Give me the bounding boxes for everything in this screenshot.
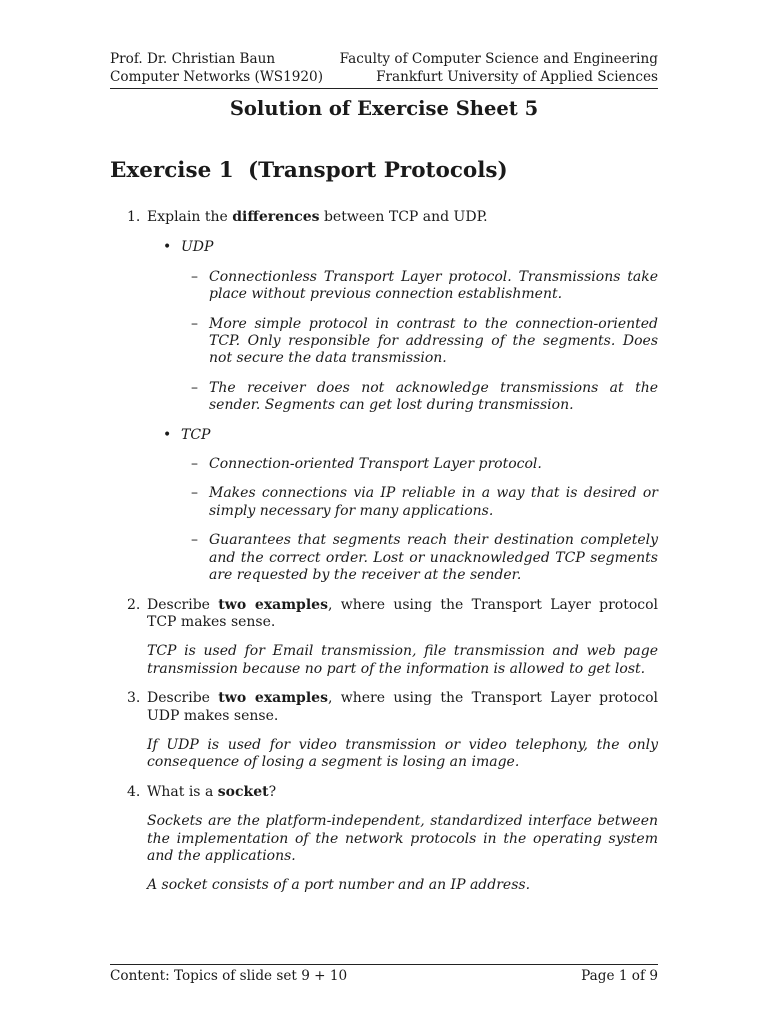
- question-3: [110, 690, 658, 772]
- bullet-icon: •: [163, 426, 172, 443]
- footer-rule: [110, 964, 658, 965]
- list-item: [181, 380, 658, 415]
- point-text: Connection-oriented Transport Layer protocol.: [209, 456, 542, 473]
- question-number: 3.: [127, 690, 141, 707]
- question-text-post: ?: [268, 783, 277, 800]
- question-keyword: two examples: [218, 690, 328, 707]
- protocol-tcp: [147, 427, 658, 585]
- question-text: [147, 209, 658, 226]
- dash-icon: –: [191, 315, 198, 332]
- header-faculty: Faculty of Computer Science and Engineering: [339, 51, 658, 67]
- exercise-name: (Transport Protocols): [248, 158, 508, 183]
- bullet-icon: •: [163, 239, 172, 256]
- question-4: [110, 784, 658, 895]
- question-text: [147, 784, 658, 801]
- header-university: Frankfurt University of Applied Sciences: [376, 69, 658, 85]
- point-text: Guarantees that segments reach their destination completely and the correct order. Lost or unacknowledged TCP segments are requested by the receiver at the sender.: [209, 532, 658, 584]
- protocol-udp: [147, 239, 658, 414]
- dash-icon: –: [191, 268, 198, 285]
- question-text: [147, 690, 658, 725]
- header-author: Prof. Dr. Christian Baun: [110, 51, 276, 67]
- protocol-list: [147, 239, 658, 584]
- footer-content: Content: Topics of slide set 9 + 10: [110, 968, 348, 984]
- question-text-post: , where using the Transport Layer protocol UDP makes sense.: [147, 690, 658, 724]
- question-text-post: between TCP and UDP.: [319, 209, 488, 225]
- question-text-pre: Describe: [147, 596, 219, 613]
- exercise-heading: [110, 158, 508, 183]
- udp-points: [181, 269, 658, 415]
- page-footer: [110, 968, 658, 984]
- page-header: [110, 50, 658, 86]
- protocol-title: UDP: [181, 239, 214, 256]
- answer-text: Sockets are the platform-independent, standardized interface between the implementation of the network protocols in the operating system and the applications.: [147, 813, 658, 864]
- question-2: [110, 597, 658, 679]
- list-item: [181, 269, 658, 304]
- question-number: 2.: [127, 596, 141, 613]
- list-item: [181, 532, 658, 584]
- page-title: Solution of Exercise Sheet 5: [229, 97, 539, 120]
- exercise-number: Exercise 1: [110, 158, 234, 183]
- question-keyword: two examples: [218, 596, 328, 613]
- point-text: The receiver does not acknowledge transmissions at the sender. Segments can get lost during transmission.: [209, 379, 658, 414]
- list-item: [181, 485, 658, 520]
- exercise-body: [110, 209, 658, 907]
- question-text-pre: Describe: [147, 690, 219, 707]
- tcp-points: [181, 456, 658, 584]
- question-text-post: , where using the Transport Layer protocol TCP makes sense.: [147, 596, 658, 630]
- question-text-pre: What is a: [147, 783, 218, 800]
- question-keyword: differences: [232, 209, 320, 225]
- header-course: Computer Networks (WS1920): [110, 69, 323, 85]
- dash-icon: –: [191, 532, 198, 549]
- question-text-pre: Explain the: [147, 209, 233, 225]
- answer-text: If UDP is used for video transmission or video telephony, the only consequence of losing a segment is losing an image.: [147, 736, 658, 771]
- question-text: [147, 597, 658, 632]
- point-text: More simple protocol in contrast to the connection-oriented TCP. Only responsible for addressing of the segments. Does not secure the data transmission.: [209, 315, 658, 367]
- protocol-title: TCP: [181, 426, 211, 443]
- point-text: Makes connections via IP reliable in a way that is desired or simply necessary for many applications.: [209, 485, 658, 519]
- dash-icon: –: [191, 456, 198, 473]
- page-number: Page 1 of 9: [581, 968, 658, 984]
- list-item: [181, 316, 658, 368]
- question-1: [110, 209, 658, 585]
- question-number: 1.: [127, 209, 141, 225]
- answer-text: A socket consists of a port number and an IP address.: [147, 877, 531, 894]
- point-text: Connectionless Transport Layer protocol. Transmissions take place without previous connection establishment.: [209, 268, 658, 303]
- list-item: [181, 456, 658, 473]
- dash-icon: –: [191, 485, 198, 502]
- question-number: 4.: [127, 783, 141, 800]
- header-rule: [110, 88, 658, 89]
- dash-icon: –: [191, 379, 198, 396]
- question-keyword: socket: [217, 783, 269, 800]
- question-list: [110, 209, 658, 895]
- answer-text: TCP is used for Email transmission, file transmission and web page transmission because no part of the information is allowed to get lost.: [147, 643, 658, 677]
